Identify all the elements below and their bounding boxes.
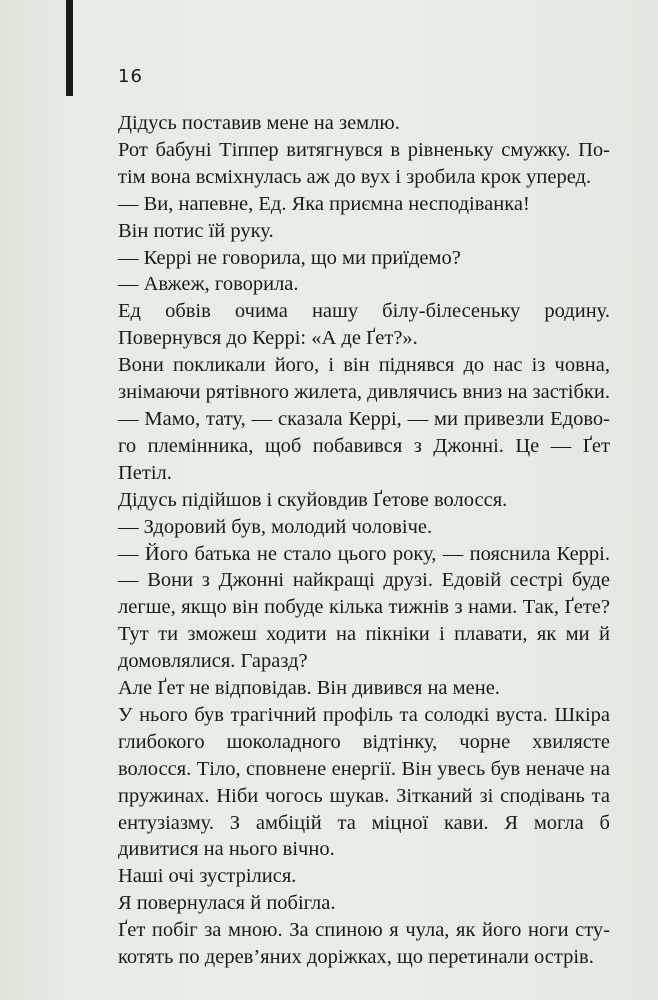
paragraph: — Його батька не стало цього року, — пояснила Керрі. — Вони з Джонні найкращі друзі. Едовій сестрі буде легше, якщо він побуде кілька тижнів з нами. Так, Ґете? Тут ти зможеш ходити на пікніки і плавати, як ми й домовлялися. Гаразд? <box>118 542 610 673</box>
paragraph: Рот бабуні Тіппер витягнувся в рівненьку смужку. Потім вона всміхнулась аж до вух і зробила крок уперед. <box>118 138 610 188</box>
paragraph: Ед обвів очима нашу білу-білесеньку родину. Повернувся до Керрі: «А де Ґет?». <box>118 300 610 350</box>
paragraph: Я повернулася й побігла. <box>118 892 336 915</box>
paragraph: — Ви, напевне, Ед. Яка приємна несподіванка! <box>118 192 530 215</box>
paragraph: — Авжеж, говорила. <box>118 273 299 296</box>
paragraph: Ґет побіг за мною. За спиною я чула, як його ноги стукотять по дерев’яних доріжках, що перетинали острів. <box>118 919 610 969</box>
page-number: 16 <box>118 66 143 87</box>
paragraph: — Здоровий був, молодий чоловіче. <box>118 515 433 538</box>
paragraph: Він потис їй руку. <box>118 219 274 242</box>
paragraph: У нього був трагічний профіль та солодкі вуста. Шкіра глибокого шоколадного відтінку, чорне хвилясте волосся. Тіло, сповнене енергії. Він увесь був неначе на пружинах. Ніби чогось шукав. Зітканий зі сподівань та ентузіазму. З амбіцій та міцної кави. Я могла б дивитися на нього вічно. <box>118 703 610 861</box>
paragraph: Дідусь поставив мене на землю. <box>118 112 400 134</box>
body-text <box>118 110 610 971</box>
spine-edge-mark <box>66 0 73 96</box>
paragraph: Вони покликали його, і він піднявся до нас із човна, знімаючи рятівного жилета, дивлячись вниз на застібки. <box>118 354 610 404</box>
paragraph: Але Ґет не відповідав. Він дивився на мене. <box>118 677 500 700</box>
paragraph: — Мамо, тату, — сказала Керрі, — ми привезли Едового племінника, щоб побавився з Джонні. Це — Ґет Петіл. <box>118 407 610 484</box>
paragraph: Наші очі зустрілися. <box>118 865 297 888</box>
paragraph: — Керрі не говорила, що ми приїдемо? <box>118 246 461 269</box>
paragraph: Дідусь підійшов і скуйовдив Ґетове волосся. <box>118 488 508 511</box>
